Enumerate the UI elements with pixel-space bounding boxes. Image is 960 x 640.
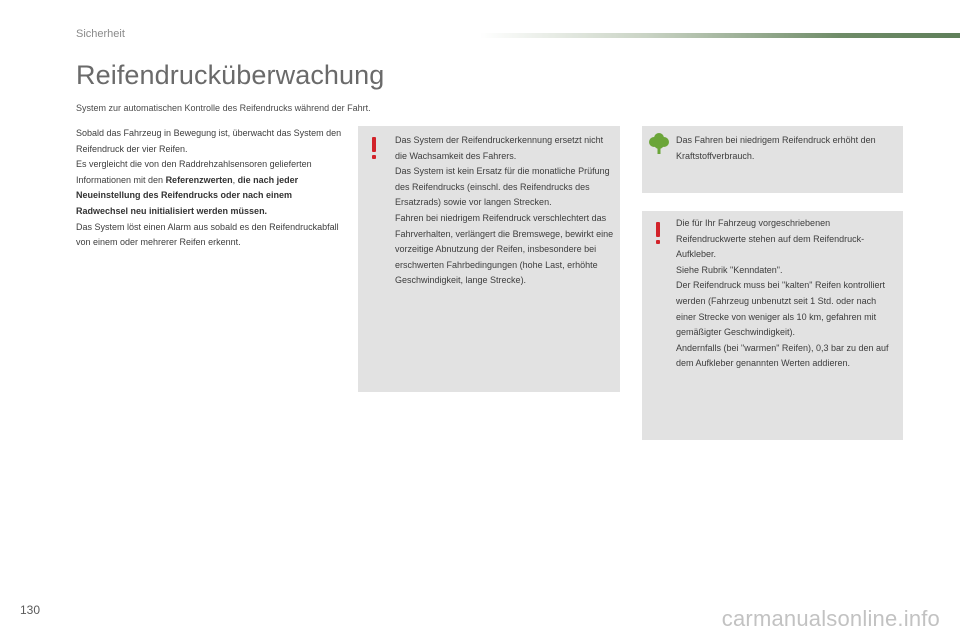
exclamation-icon — [655, 222, 661, 244]
left-paragraph-1: Sobald das Fahrzeug in Bewegung ist, überwacht das System den Reifendruck der vier Reifen. — [76, 128, 342, 154]
warning-box-2 — [642, 211, 903, 440]
intro-text: System zur automatischen Kontrolle des Reifendrucks während der Fahrt. — [76, 103, 371, 113]
reinit-bold: die nach jeder Neueinstellung des Reifendrucks oder nach einem Radwechsel neu initialisiert werden müssen. — [76, 174, 299, 216]
warning-2-paragraph-2: Siehe Rubrik "Kenndaten". — [676, 264, 783, 275]
left-paragraph-2 — [76, 157, 346, 219]
section-label: Sicherheit — [76, 28, 125, 40]
left-column — [76, 126, 346, 251]
header-bar — [480, 33, 960, 38]
warning-box-1-text — [395, 133, 615, 289]
warning-box-2-text — [676, 216, 898, 372]
eco-paragraph-1: Das Fahren bei niedrigem Reifendruck erhöht den Kraftstoffverbrauch. — [676, 135, 876, 161]
page-number: 130 — [20, 603, 41, 617]
eco-box-text — [676, 133, 898, 164]
watermark: carmanualsonline.info — [721, 606, 940, 631]
page-title: Reifendrucküberwachung — [76, 60, 385, 90]
tree-icon — [648, 132, 670, 154]
warning-1-paragraph-3: Fahren bei niedrigem Reifendruck verschlechtert das Fahrverhalten, verlängert die Bremswege, bewirkt eine vorzeitige Abnutzung der Reifen, insbesondere bei erschwerten Fahrbedingungen (hohe Last, erhöhte Geschwindigkeit, lange Strecke). — [395, 212, 614, 286]
left-paragraph-2-text: Es vergleicht die von den Raddrehzahlsensoren gelieferten Informationen mit den — [76, 159, 312, 185]
warning-2-paragraph-4: Andernfalls (bei "warmen" Reifen), 0,3 bar zu den auf dem Aufkleber genannten Werten addieren. — [676, 342, 889, 369]
left-paragraph-2-sep: , — [232, 174, 238, 185]
eco-box — [642, 126, 903, 193]
warning-1-paragraph-2: Das System ist kein Ersatz für die monatliche Prüfung des Reifendrucks (einschl. des Reifendrucks des Ersatzrads) sowie vor langen Strecken. — [395, 166, 610, 208]
warning-2-paragraph-3: Der Reifendruck muss bei "kalten" Reifen kontrolliert werden (Fahrzeug unbenutzt seit 1 Std. oder nach einer Strecke von weniger als 10 km, gefahren mit gemäßigter Geschwindigkeit). — [676, 280, 885, 338]
exclamation-icon — [371, 137, 377, 159]
left-paragraph-3: Das System löst einen Alarm aus sobald es den Reifendruckabfall von einem oder mehrerer Reifen erkennt. — [76, 221, 339, 248]
reference-values-bold: Referenzwerten — [165, 174, 233, 185]
warning-box-1 — [358, 126, 620, 392]
warning-1-paragraph-1: Das System der Reifendruckerkennung ersetzt nicht die Wachsamkeit des Fahrers. — [395, 135, 604, 161]
warning-2-paragraph-1: Die für Ihr Fahrzeug vorgeschriebenen Reifendruckwerte stehen auf dem Reifendruck-Aufkleber. — [676, 218, 865, 260]
